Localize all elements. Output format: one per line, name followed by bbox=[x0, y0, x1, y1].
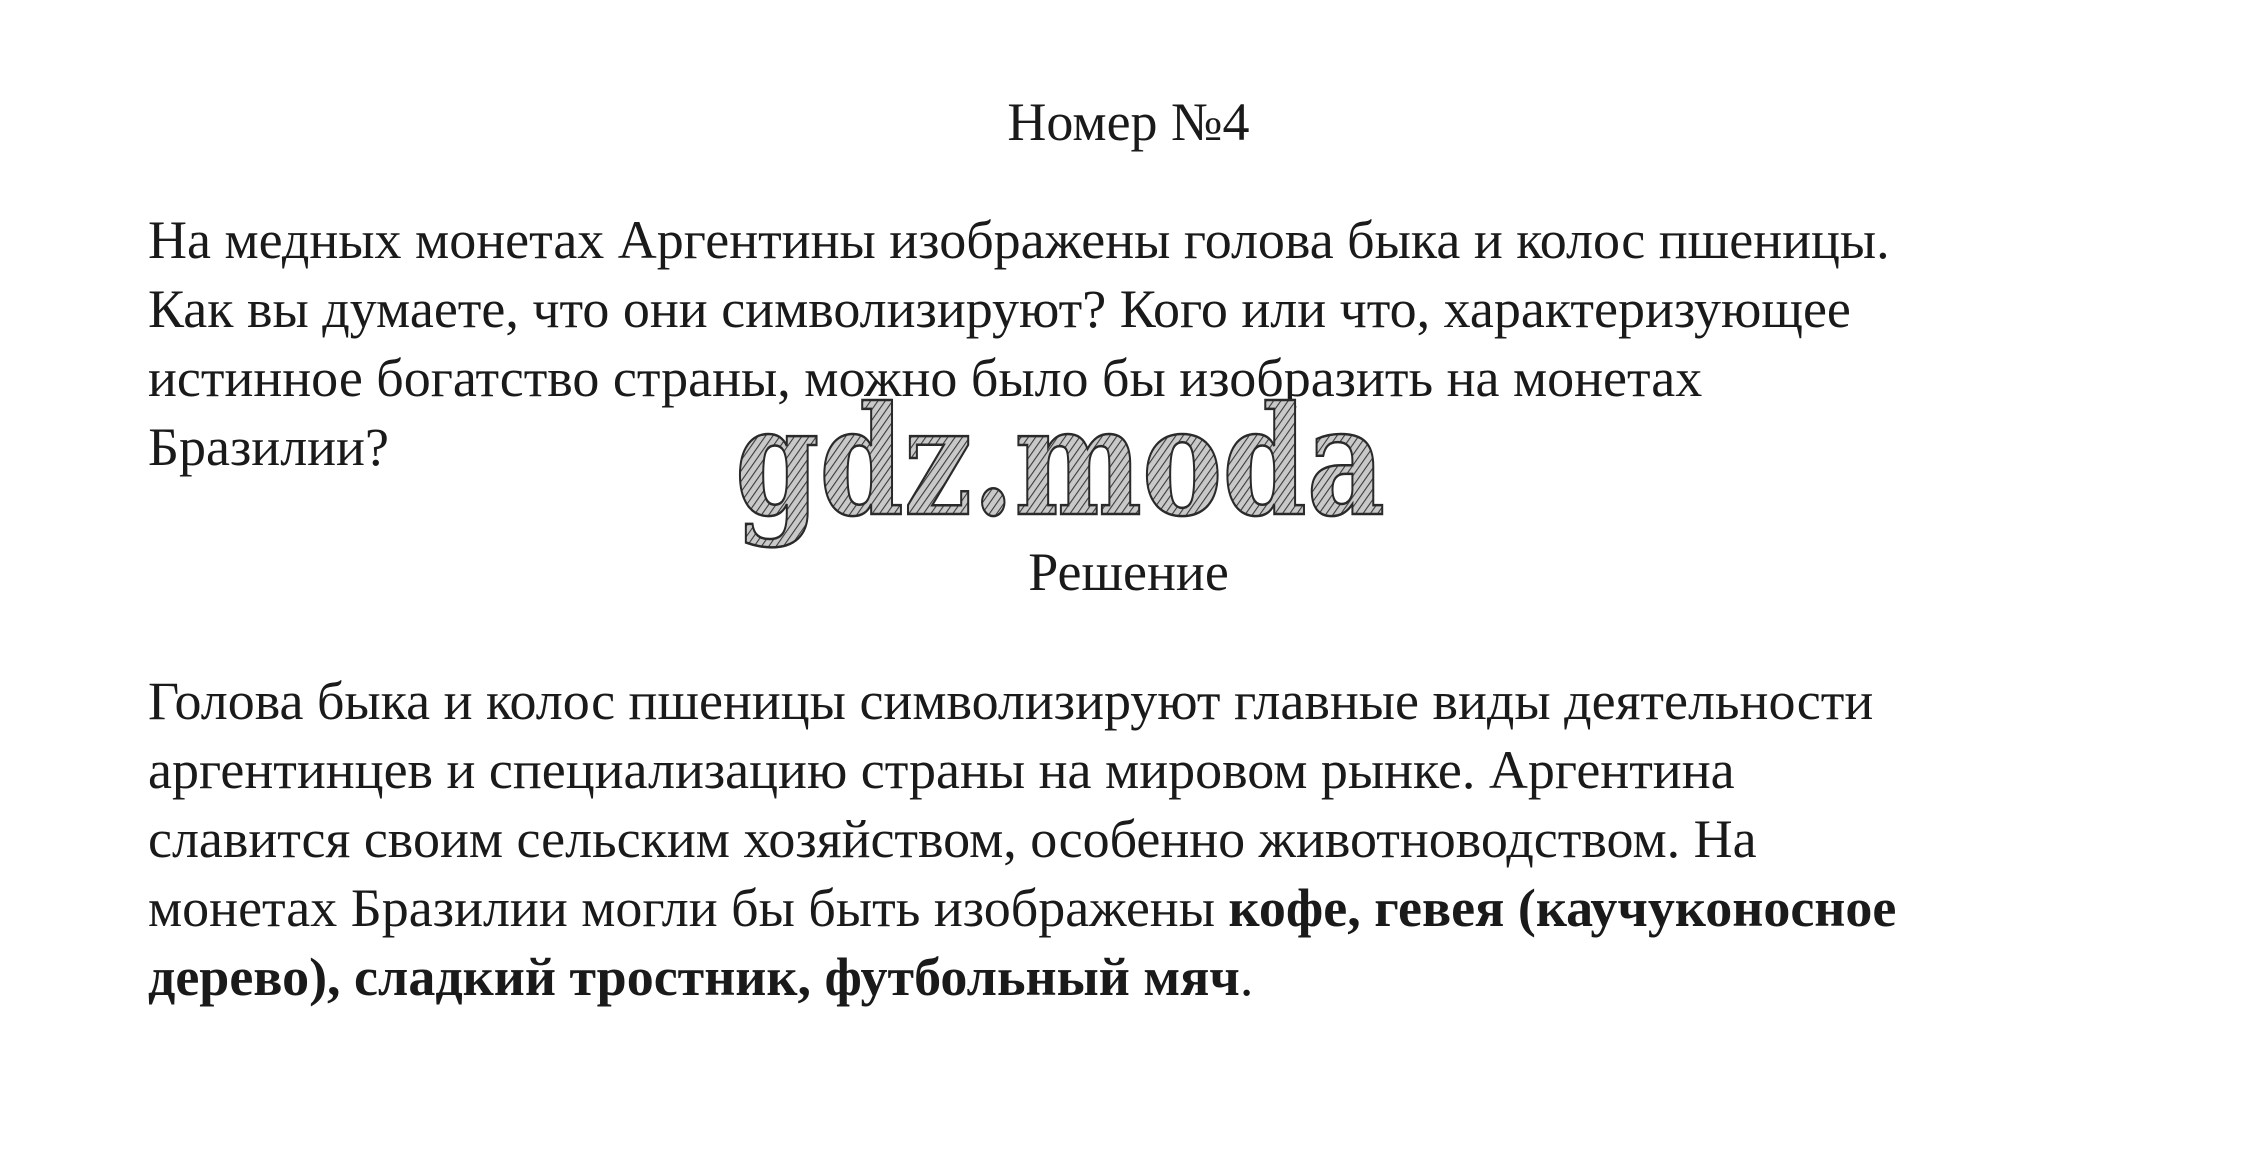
question-line: Бразилии? bbox=[148, 417, 389, 477]
answer-line: аргентинцев и специализацию страны на мировом рынке. Аргентина bbox=[148, 740, 1735, 800]
answer-line bbox=[148, 874, 2148, 943]
answer-highlight: кофе, гевея (каучуконосное bbox=[1228, 878, 1897, 938]
answer-line: Голова быка и колос пшеницы символизируют главные виды деятельности bbox=[148, 671, 1874, 731]
solution-heading: Решение bbox=[1028, 542, 1229, 602]
answer-line-text: монетах Бразилии могли бы быть изображены bbox=[148, 878, 1229, 938]
question-line: Как вы думаете, что они символизируют? Кого или что, характеризующее bbox=[148, 279, 1851, 339]
answer-text bbox=[148, 667, 2148, 1012]
page-title: Номер №4 bbox=[1007, 92, 1250, 152]
question-line: На медных монетах Аргентины изображены голова быка и колос пшеницы. bbox=[148, 210, 1890, 270]
answer-line: славится своим сельским хозяйством, особенно животноводством. На bbox=[148, 809, 1757, 869]
watermark-text: gdz.moda bbox=[735, 374, 1385, 550]
answer-line bbox=[148, 943, 2148, 1012]
question-line: истинное богатство страны, можно было бы изобразить на монетах bbox=[148, 348, 1703, 408]
answer-highlight: дерево), сладкий тростник, футбольный мяч bbox=[148, 947, 1240, 1007]
answer-line-end: . bbox=[1239, 947, 1254, 1007]
watermark-logo bbox=[730, 374, 1390, 552]
